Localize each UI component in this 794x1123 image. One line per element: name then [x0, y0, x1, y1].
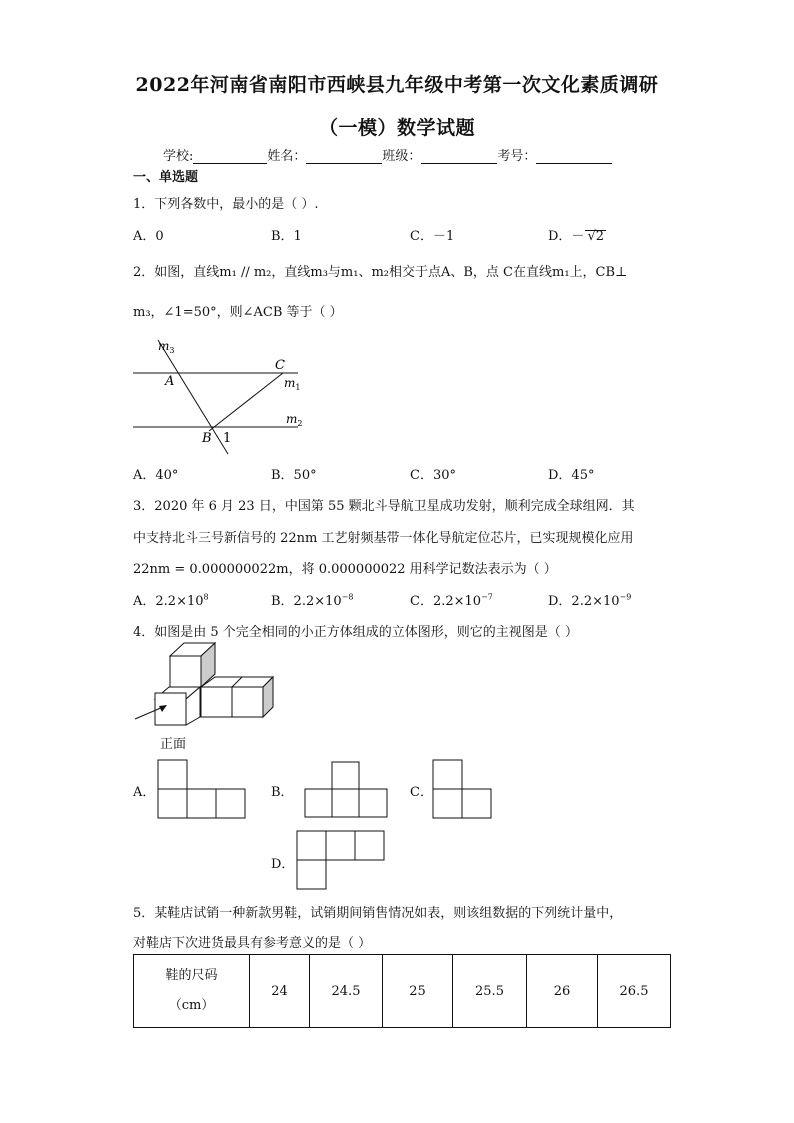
label-a: A	[165, 374, 175, 389]
label-m1: $m_1$	[284, 376, 301, 392]
q1-stem: 1．下列各数中，最小的是（ ）.	[133, 197, 319, 212]
label-c: C	[275, 358, 285, 373]
segment-cb	[209, 373, 283, 431]
sqrt-symbol: √2	[587, 229, 605, 244]
sqrt-content: 2	[595, 229, 605, 244]
label-angle-1: 1	[223, 431, 232, 446]
size-cell: 25	[383, 955, 453, 1028]
q4-option-c-label: C．	[410, 785, 433, 800]
q4-option-b-label: B．	[271, 785, 294, 800]
label-m2: $m_2$	[286, 412, 303, 428]
class-blank[interactable]	[421, 151, 497, 164]
q4-option-a-figure	[157, 759, 249, 819]
size-cell: 25.5	[453, 955, 527, 1028]
number-blank[interactable]	[536, 151, 612, 164]
q3-option-d: D．$2.2\times 10^{-9}$	[548, 592, 632, 609]
label-m3: $m_3$	[158, 339, 175, 355]
q2-stem-line2: m₃，∠1=50°，则∠ACB 等于（ ）	[133, 305, 343, 320]
q4-stem: 4．如图是由 5 个完全相同的小正方体组成的立体图形，则它的主视图是（ ）	[133, 625, 578, 640]
size-cell: 26	[527, 955, 598, 1028]
name-label: 姓名：	[267, 149, 307, 164]
name-blank[interactable]	[306, 151, 382, 164]
q1-option-c: C．－1	[410, 229, 455, 244]
q4-option-a-label: A．	[133, 785, 156, 800]
size-cell: 24	[250, 955, 310, 1028]
q4-option-c-figure	[432, 759, 496, 819]
q4-cube-figure	[133, 641, 283, 731]
student-info-row	[163, 145, 612, 164]
cube-top-front	[170, 656, 201, 687]
number-label: 考号：	[497, 149, 537, 164]
q1-option-d-label: D．－	[548, 229, 585, 244]
q3-option-b: B．$2.2\times 10^{-8}$	[271, 592, 354, 609]
class-label: 班级：	[382, 149, 422, 164]
line-m3	[158, 340, 228, 454]
q5-stem-line2: 对鞋店下次进货最具有参考意义的是（ ）	[133, 936, 372, 951]
school-label: 学校:	[163, 149, 194, 164]
q3-stem-line2: 中支持北斗三号新信号的 22nm 工艺射频基带一体化导航定位芯片，已实现规模化应用	[133, 531, 634, 546]
q2-option-a: A．40°	[133, 468, 179, 483]
q2-option-d: D．45°	[548, 468, 595, 483]
q2-figure	[128, 332, 318, 460]
exam-title-line2: （一模）数学试题	[318, 117, 475, 139]
q1-option-d	[548, 225, 606, 244]
label-b: B	[202, 431, 212, 446]
table-header-cell	[134, 955, 250, 1028]
shoe-size-table	[133, 954, 671, 1028]
size-cell: 24.5	[310, 955, 383, 1028]
exam-title-line1: 2022年河南省南阳市西峡县九年级中考第一次文化素质调研	[135, 74, 659, 96]
q5-stem-line1: 5．某鞋店试销一种新款男鞋，试销期间销售情况如表，则该组数据的下列统计量中，	[133, 906, 623, 921]
q3-option-c: C．$2.2\times 10^{-7}$	[410, 592, 493, 609]
header-line2: （cm）	[168, 998, 215, 1013]
q4-option-d-label: D．	[271, 857, 295, 872]
school-blank[interactable]	[193, 151, 267, 164]
q4-option-d-figure	[296, 830, 388, 892]
size-cell: 26.5	[598, 955, 671, 1028]
q2-stem-line1: 2．如图，直线m₁ // m₂，直线m₃与m₁、m₂相交于点A、B，点 C在直线m₁上，CB⊥	[133, 265, 628, 280]
q3-stem-line3: 22nm = 0.000000022m，将 0.000000022 用科学记数法表示为（ ）	[133, 562, 557, 577]
q3-stem-line1: 3．2020 年 6 月 23 日，中国第 55 颗北斗导航卫星成功发射，顺利完成全球组网．其	[133, 499, 635, 514]
section-title: 一、单选题	[133, 170, 199, 185]
table-row	[134, 955, 671, 1028]
q4-option-b-figure	[304, 761, 396, 819]
q1-option-b: B．1	[271, 229, 302, 244]
q1-option-a: A．0	[133, 229, 164, 244]
header-line1: 鞋的尺码	[165, 968, 218, 983]
q2-option-c: C．30°	[410, 468, 456, 483]
q3-option-a: A．$2.2\times 10^8$	[133, 592, 209, 609]
q2-option-b: B．50°	[271, 468, 317, 483]
front-view-label: 正面	[160, 737, 187, 752]
cube-front-face	[155, 693, 186, 725]
